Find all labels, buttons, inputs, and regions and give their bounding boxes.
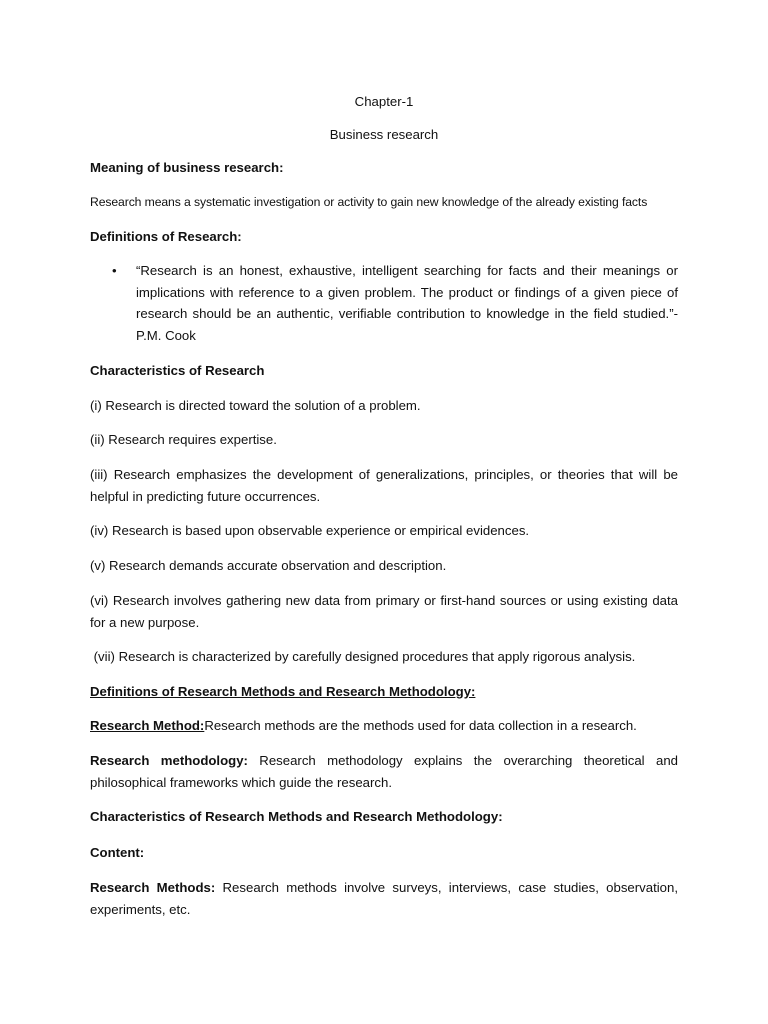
chapter-subtitle: Business research	[329, 127, 439, 142]
meaning-heading: Meaning of business research:	[90, 160, 284, 175]
characteristic-item: (iii) Research emphasizes the development of generalizations, principles, or theories that will be helpful in predicting future occurrences.	[90, 467, 678, 504]
research-methods-text: Research methods involve surveys, interviews, case studies, observation, experiments, etc.	[90, 880, 679, 917]
definition-quote: “Research is an honest, exhaustive, intelligent searching for facts and their meanings or implications with reference to a given problem. The product or findings of a given piece of research should be an authentic, verifiable contribution to knowledge in the field studied.”- P.M. Cook	[136, 263, 678, 343]
methods-characteristics-heading: Characteristics of Research Methods and Research Methodology:	[90, 809, 503, 824]
research-methodology-label: Research methodology:	[90, 753, 248, 768]
characteristic-item: (vii) Research is characterized by carefully designed procedures that apply rigorous analysis.	[90, 649, 636, 664]
bullet-marker: •	[112, 263, 117, 278]
characteristic-item: (ii) Research requires expertise.	[90, 432, 277, 447]
research-methodology-text: Research methodology explains the overarching theoretical and philosophical frameworks which guide the research.	[90, 753, 678, 790]
research-method-definition	[90, 715, 678, 737]
characteristic-item: (vi) Research involves gathering new data from primary or first-hand sources or using existing data for a new purpose.	[90, 593, 678, 630]
research-method-text: Research methods are the methods used for data collection in a research.	[204, 718, 637, 733]
methods-heading: Definitions of Research Methods and Research Methodology:	[90, 684, 476, 699]
characteristic-item: (v) Research demands accurate observation and description.	[90, 558, 447, 573]
research-methods-content	[90, 877, 678, 920]
definitions-heading: Definitions of Research:	[90, 229, 242, 244]
characteristic-item: (i) Research is directed toward the solution of a problem.	[90, 398, 421, 413]
chapter-title: Chapter-1	[354, 94, 414, 109]
research-method-label: Research Method:	[90, 718, 205, 733]
meaning-text: Research means a systematic investigation or activity to gain new knowledge of the already existing facts	[90, 195, 648, 209]
research-methods-label: Research Methods:	[90, 880, 216, 895]
content-heading: Content:	[90, 845, 145, 860]
research-methodology-definition	[90, 750, 678, 793]
characteristic-item: (iv) Research is based upon observable experience or empirical evidences.	[90, 523, 530, 538]
characteristics-heading: Characteristics of Research	[90, 363, 265, 378]
